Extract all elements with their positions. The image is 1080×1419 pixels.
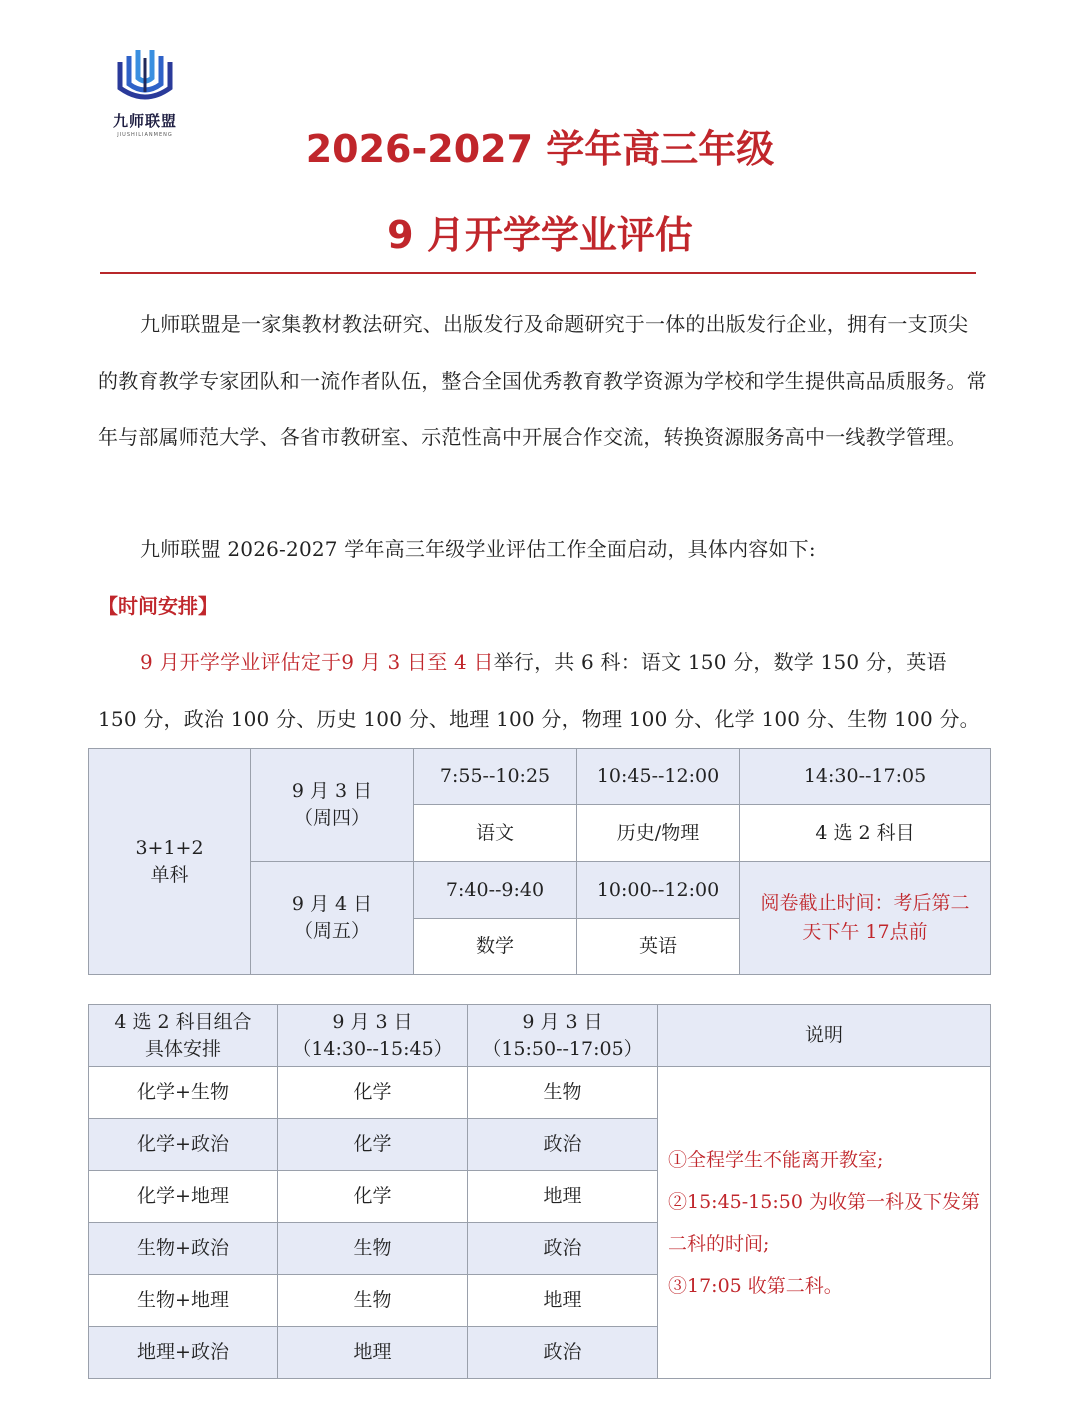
second-subject-cell: 地理 [468,1171,658,1223]
schedule-paragraph [98,634,988,747]
day1-slot-2: 10:45--12:00 [577,749,740,805]
second-subject-cell: 政治 [468,1119,658,1171]
day1-subject-1: 语文 [414,805,577,862]
launch-paragraph: 九师联盟 2026-2027 学年高三年级学业评估工作全面启动，具体内容如下: [140,537,816,561]
combo-cell: 地理+政治 [89,1327,278,1379]
first-subject-cell: 生物 [278,1275,468,1327]
day2-slot-1: 7:40--9:40 [414,862,577,919]
title-divider [100,272,976,274]
logo-name: 九师联盟 [112,112,177,130]
intro-paragraph: 九师联盟是一家集教材教法研究、出版发行及命题研究于一体的出版发行企业，拥有一支顶尖的教育教学专家团队和一流作者队伍，整合全国优秀教育教学资源为学校和学生提供高品质服务。常年与部属师范大学、各省市教研室、示范性高中开展合作交流，转换资源服务高中一线教学管理。 [98,312,987,449]
second-session-header: 9 月 3 日 （15:50--17:05） [468,1005,658,1067]
schedule-text-rest: 举行，共 6 科：语文 150 分，数学 150 分，英语 150 分，政治 100 分、历史 100 分、地理 100 分，物理 100 分、化学 100 分、生物 100 分。 [98,650,980,731]
combo-cell: 化学+生物 [89,1067,278,1119]
book-logo-icon [114,48,176,106]
second-subject-cell: 地理 [468,1275,658,1327]
notes-cell [658,1067,991,1379]
combo-cell: 化学+政治 [89,1119,278,1171]
day1-date-cell: 9 月 3 日 （周四） [251,749,414,862]
grading-deadline-cell: 阅卷截止时间：考后第二天下午 17点前 [740,862,991,975]
day2-subject-1: 数学 [414,919,577,975]
day1-slot-3: 14:30--17:05 [740,749,991,805]
day1-slot-1: 7:55--10:25 [414,749,577,805]
schedule-text-highlight-1: 9 月开学学业评估定于 [140,650,342,674]
day1-subject-2: 历史/物理 [577,805,740,862]
day2-subject-2: 英语 [577,919,740,975]
combo-cell: 化学+地理 [89,1171,278,1223]
exam-schedule-table [88,748,991,975]
page-title-line2: 9 月开学学业评估 [387,213,693,257]
section-heading: 【时间安排】 [98,594,218,618]
first-subject-cell: 化学 [278,1171,468,1223]
combo-cell: 生物+政治 [89,1223,278,1275]
elective-combination-table [88,1004,991,1379]
first-subject-cell: 化学 [278,1067,468,1119]
page-title-line1: 2026-2027 学年高三年级 [305,127,775,171]
first-subject-cell: 化学 [278,1119,468,1171]
day2-date-cell: 9 月 4 日 （周五） [251,862,414,975]
combo-cell: 生物+地理 [89,1275,278,1327]
combo-header: 4 选 2 科目组合 具体安排 [89,1005,278,1067]
first-subject-cell: 生物 [278,1223,468,1275]
first-session-header: 9 月 3 日 （14:30--15:45） [278,1005,468,1067]
exam-mode-cell: 3+1+2 单科 [89,749,251,975]
note-3: ③17:05 收第二科。 [668,1274,843,1297]
first-subject-cell: 地理 [278,1327,468,1379]
second-subject-cell: 政治 [468,1223,658,1275]
day1-subject-3: 4 选 2 科目 [740,805,991,862]
logo-subtitle: JIUSHILIANMENG [117,132,173,138]
schedule-text-highlight-2: 9 月 3 日至 4 日 [341,650,494,674]
note-2: ②15:45-15:50 为收第一科及下发第二科的时间; [668,1190,980,1255]
day2-slot-2: 10:00--12:00 [577,862,740,919]
second-subject-cell: 政治 [468,1327,658,1379]
note-1: ①全程学生不能离开教室; [668,1148,884,1171]
second-subject-cell: 生物 [468,1067,658,1119]
notes-header: 说明 [658,1005,991,1067]
